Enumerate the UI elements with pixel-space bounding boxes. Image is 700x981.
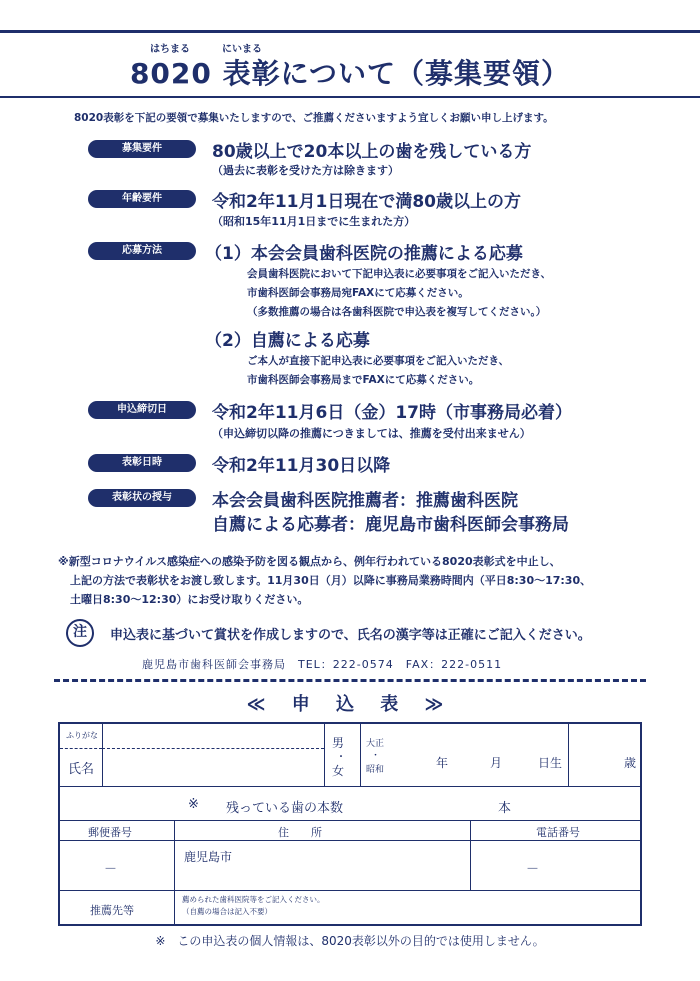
name-input[interactable]: [108, 752, 322, 782]
application-form: [58, 722, 642, 926]
age-label: 歳: [624, 756, 637, 770]
recommender-input[interactable]: [360, 894, 630, 922]
birth-month-label: 月: [490, 756, 503, 770]
form-divider: [60, 820, 640, 821]
requirement-sub: （過去に表彰を受けた方は除きます）: [212, 164, 399, 177]
label-method: 応募方法: [88, 242, 196, 260]
gender-dot: ・: [336, 752, 346, 763]
gender-male[interactable]: 男: [332, 736, 345, 750]
era-dot: ・: [371, 751, 381, 761]
form-divider: [102, 724, 103, 786]
furigana-input[interactable]: [112, 728, 322, 746]
form-divider: [60, 786, 640, 787]
gender-female[interactable]: 女: [332, 764, 345, 778]
notice-line1: ※新型コロナウイルス感染症への感染予防を図る観点から、例年行われている8020表彰式を中止し、: [58, 555, 561, 568]
era-showa[interactable]: 昭和: [366, 765, 385, 775]
page-title: 8020 表彰について（募集要領）: [129, 57, 571, 90]
title-ruby-2: にいまる: [222, 44, 262, 55]
form-divider: [360, 724, 361, 786]
teeth-label: 残っている歯の本数: [226, 801, 344, 816]
form-divider: [60, 840, 640, 841]
caution-icon: 注: [66, 619, 94, 647]
form-divider: [568, 724, 569, 786]
intro-text: 8020表彰を下記の要領で募集いたしますので、ご推薦くださいますよう宜しくお願い申し上げます。: [74, 112, 554, 124]
teeth-count-input[interactable]: [460, 792, 496, 814]
recommender-note1: 薦められた歯科医院等をご記入ください。: [182, 895, 325, 904]
label-deadline: 申込締切日: [88, 401, 196, 419]
form-divider: [60, 748, 102, 749]
address-header: 住 所: [278, 826, 322, 839]
label-age: 年齢要件: [88, 190, 196, 208]
title-ruby-1: はちまる: [150, 44, 190, 55]
form-divider: [60, 890, 640, 891]
deadline-sub: （申込締切以降の推薦につきましては、推薦を受付出来ません）: [212, 427, 531, 440]
privacy-footer: ※ この申込表の個人情報は、8020表彰以外の目的では使用しません。: [155, 934, 545, 948]
form-divider: [102, 748, 324, 749]
label-award: 表彰状の授与: [88, 489, 196, 507]
office-contact: 鹿児島市歯科医師会事務局 TEL：222-0574 FAX：222-0511: [142, 658, 503, 671]
method-option1-line1: 会員歯科医院において下記申込表に必要事項をご記入いただき、: [247, 268, 552, 280]
label-date: 表彰日時: [88, 454, 196, 472]
phone-header: 電話番号: [536, 826, 580, 839]
name-label: 氏名: [68, 762, 95, 777]
address-input[interactable]: 鹿児島市: [184, 850, 233, 864]
deadline-main: 令和2年11月6日（金）17時（市事務局必着）: [212, 403, 572, 423]
birth-day-label: 日生: [538, 756, 563, 770]
form-divider: [324, 724, 325, 786]
notice-line3: 土曜日8:30～12:30）にお受け取りください。: [70, 593, 309, 606]
method-option1-title: （1）本会会員歯科医院の推薦による応募: [205, 244, 523, 264]
teeth-mark: ※: [188, 797, 199, 812]
method-option2-title: （2）自薦による応募: [205, 331, 370, 351]
recommender-label: 推薦先等: [90, 904, 134, 917]
method-option1-line3: （多数推薦の場合は各歯科医院で申込表を複写してください。）: [247, 306, 547, 318]
caution-text: 申込表に基づいて賞状を作成しますので、氏名の漢字等は正確にご記入ください。: [110, 628, 591, 643]
date-main: 令和2年11月30日以降: [212, 456, 391, 476]
teeth-unit: 本: [498, 801, 512, 816]
award-line2: 自薦による応募者：鹿児島市歯科医師会事務局: [212, 515, 569, 535]
title-underline: [0, 96, 700, 98]
furigana-label: ふりがな: [66, 731, 98, 740]
method-option1-line2: 市歯科医師会事務局宛FAXにて応募ください。: [247, 287, 469, 299]
form-title: ≪ 申 込 表 ≫: [246, 694, 454, 715]
recommender-note2: （自薦の場合は記入不要）: [182, 907, 272, 916]
method-option2-line2: 市歯科医師会事務局までFAXにて応募ください。: [247, 374, 480, 386]
phone-input[interactable]: －: [526, 862, 540, 877]
form-divider: [174, 820, 175, 926]
age-main: 令和2年11月1日現在で満80歳以上の方: [212, 192, 521, 212]
age-sub: （昭和15年11月1日までに生まれた方）: [212, 215, 416, 228]
era-taisho[interactable]: 大正: [366, 739, 385, 749]
form-divider: [470, 820, 471, 890]
postal-header: 郵便番号: [88, 826, 132, 839]
postal-input[interactable]: －: [104, 862, 118, 877]
requirement-main: 80歳以上で20本以上の歯を残している方: [212, 142, 532, 162]
notice-line2: 上記の方法で表彰状をお渡し致します。11月30日（月）以降に事務局業務時間内（平日8:30～17:30、: [70, 574, 592, 587]
label-requirement: 募集要件: [88, 140, 196, 158]
award-line1: 本会会員歯科医院推薦者：推薦歯科医院: [212, 491, 518, 511]
cut-line-top: [54, 679, 646, 682]
top-border: [0, 30, 700, 33]
method-option2-line1: ご本人が直接下記申込表に必要事項をご記入いただき、: [247, 355, 510, 367]
birth-year-label: 年: [436, 756, 449, 770]
